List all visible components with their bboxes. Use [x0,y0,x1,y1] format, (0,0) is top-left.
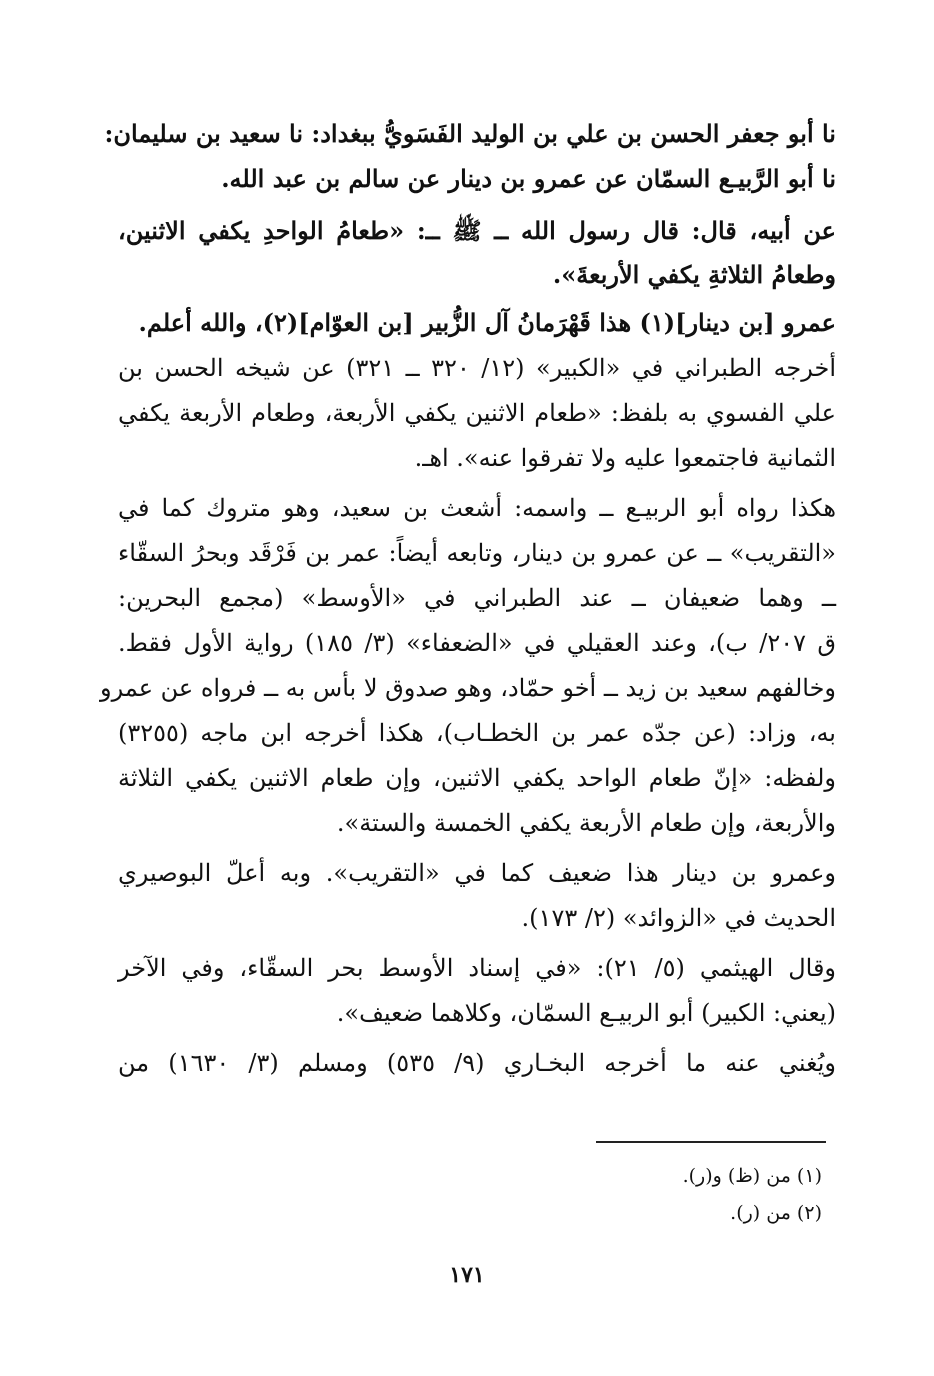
text-line: عمرو [بن دينار](١) هذا قَهْرَمانُ آل الزُّبير [بن العوّام](٢)، والله أعلم. [138,308,836,337]
text-line: به، وزاد: (عن جدّه عمر بن الخطـاب)، هكذا أخرجه ابن ماجه (٣٢٥٥) [118,719,836,747]
text-line: عن أبيه، قال: قال رسول الله ــ ﷺ ــ: «طعامُ الواحدِ يكفي الاثنين، [118,216,836,245]
text-line: هكذا رواه أبو الربيـع ــ واسمه: أشعث بن سعيد، وهو متروك كما في [118,494,836,522]
footnote-1: (١) من (ظ) و(ر). [682,1165,822,1187]
text-line: والأربعة، وإن طعام الأربعة يكفي الخمسة والستة». [336,809,836,837]
text-line: وقال الهيثمي (٥/ ٢١): «في إسناد الأوسط بحر السقّاء، وفي الآخر [118,954,837,982]
text-line: نا أبو جعفر الحسن بن علي بن الوليد الفَسَويُّ ببغداد: نا سعيد بن سليمان: [104,119,836,148]
text-line: (يعني: الكبير) أبو الربيـع السمّان، وكلاهما ضعيف». [336,999,836,1027]
text-line: ولفظه: «إنّ طعام الواحد يكفي الاثنين، وإن طعام الاثنين يكفي الثلاثة [118,764,836,792]
page-number: ١٧١ [449,1262,485,1288]
text-line: وعمرو بن دينار هذا ضعيف كما في «التقريب». وبه أعلّ البوصيري [118,859,836,887]
text-line: علي الفسوي به بلفظ: «طعام الاثنين يكفي الأربعة، وطعام الأربعة يكفي [118,399,836,427]
text-line: ق ٢٠٧/ ب)، وعند العقيلي في «الضعفاء» (٣/ ١٨٥) رواية الأول فقط. [118,629,836,657]
text-line: ــ وهما ضعيفان ــ عند الطبراني في «الأوسط» (مجمع البحرين: [118,584,836,612]
text-line: «التقريب» ــ عن عمرو بن دينار، وتابعه أيضاً: عمر بن فَرْقَد وبحرُ السقّاء [118,539,836,567]
footnote-2: (٢) من (ر). [730,1202,822,1224]
text-line: ويُغني عنه ما أخرجه البخـاري (٩/ ٥٣٥) ومسلم (٣/ ١٦٣٠) من [118,1049,837,1077]
text-line: وخالفهم سعيد بن زيد ــ أخو حمّاد، وهو صدوق لا بأس به ــ فرواه عن عمرو [99,674,836,702]
footnote-separator [596,1141,826,1143]
text-line: الثمانية فاجتمعوا عليه ولا تفرقوا عنه». اهـ. [414,444,836,472]
text-line: الحديث في «الزوائد» (٢/ ١٧٣). [521,904,836,932]
text-line: نا أبو الرَّبيـع السمّان عن عمرو بن دينار عن سالم بن عبد الله. [221,164,836,193]
text-line: وطعامُ الثلاثةِ يكفي الأربعةَ». [552,260,836,289]
footnotes [683,1158,822,1232]
text-line: أخرجه الطبراني في «الكبير» (١٢/ ٣٢٠ ــ ٣٢١) عن شيخه الحسن بن [118,354,837,382]
